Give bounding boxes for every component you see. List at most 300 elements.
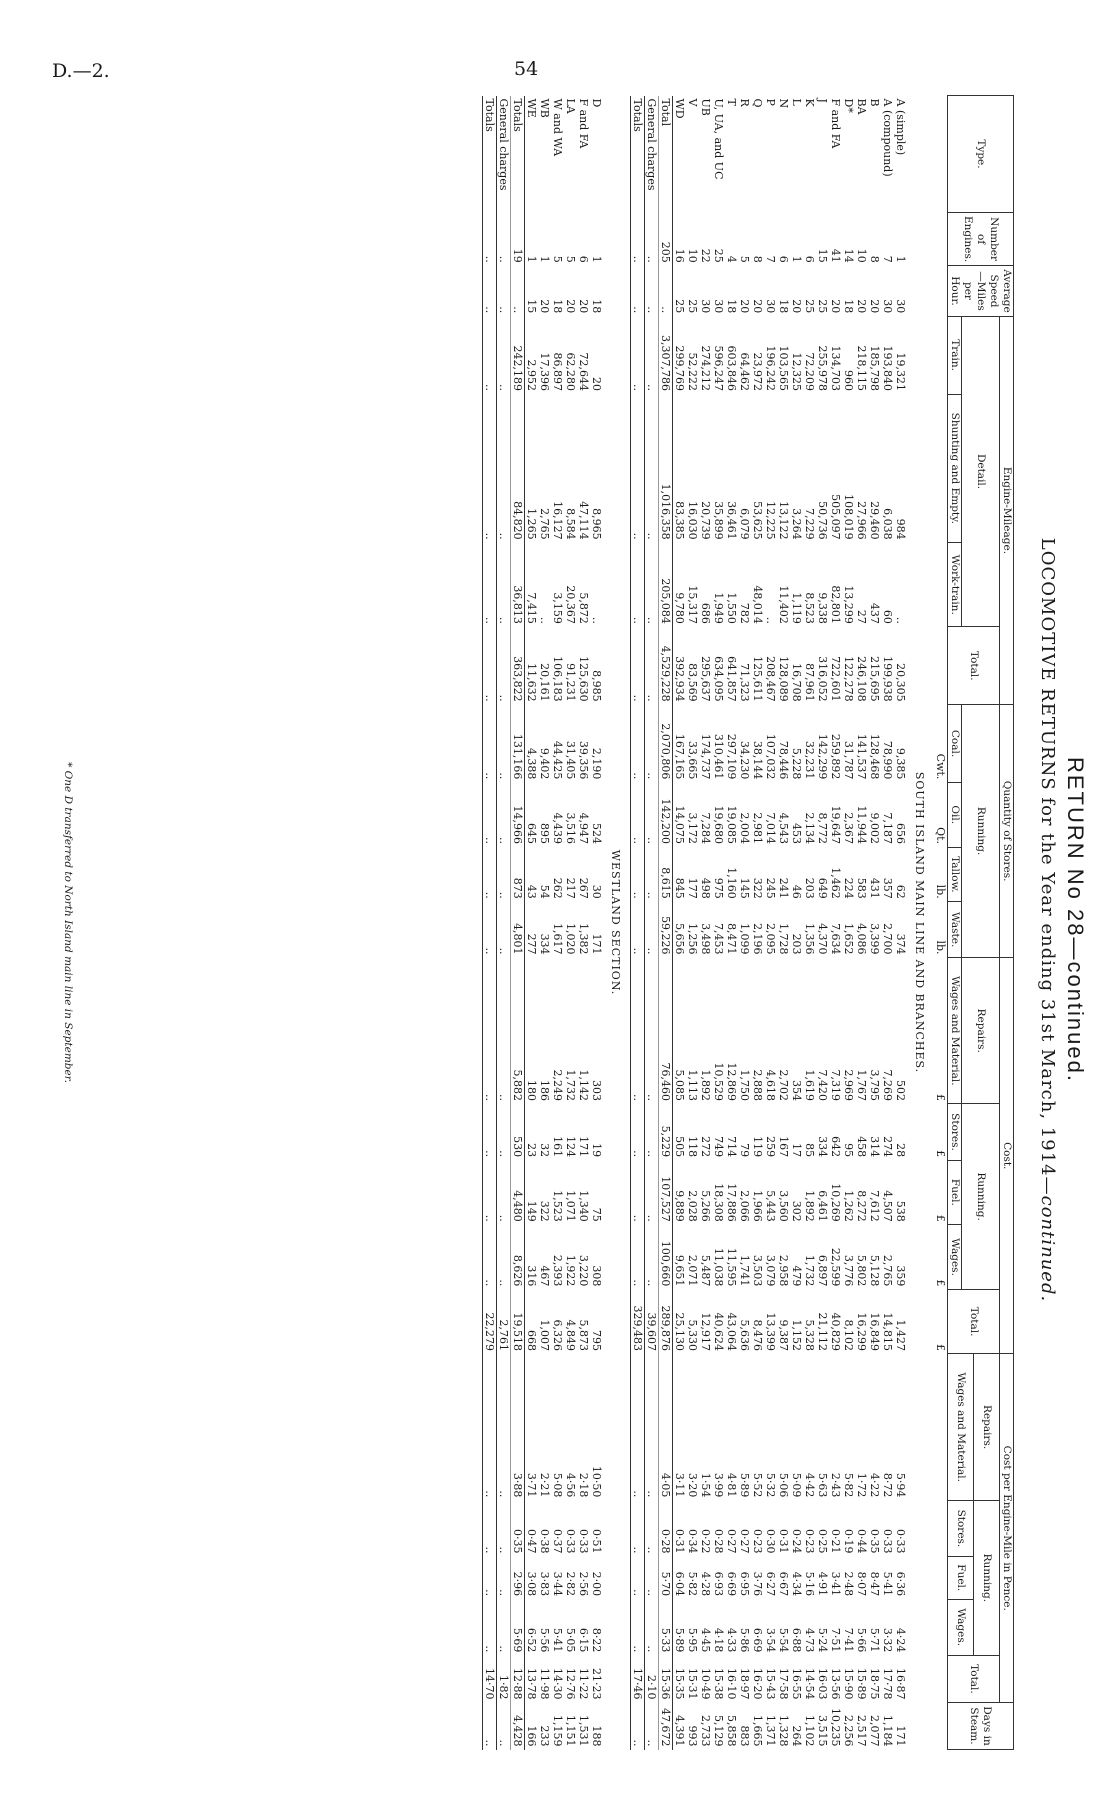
table-cell: 13,122: [777, 501, 790, 540]
table-cell: 524: [590, 823, 603, 845]
table-cell: 6,897: [816, 1254, 829, 1287]
table-cell: 5,873: [577, 1319, 590, 1351]
table-cell: 4·42: [803, 1472, 816, 1498]
section-heading: SOUTH ISLAND MAIN LINE AND BRANCHES.: [913, 771, 926, 1074]
table-cell: 7,319: [829, 1069, 842, 1101]
locomotive-table-wrap: [482, 95, 1014, 1750]
section-heading: WESTLAND SECTION.: [609, 849, 622, 996]
table-cell: 128,089: [777, 656, 790, 702]
table-cell: 16: [673, 248, 686, 263]
table-cell: 9,002: [868, 812, 881, 845]
table-cell: 16,127: [551, 501, 564, 540]
table-cell: 233: [538, 1725, 551, 1747]
table-cell: ..: [631, 902, 645, 958]
table-cell: 6·52: [525, 1627, 538, 1653]
table-cell: 3,079: [764, 1254, 777, 1287]
table-cell: 20,367: [564, 585, 577, 624]
table-cell: 8,476: [751, 1319, 764, 1351]
table-cell: 295,637: [699, 656, 712, 702]
table-cell: ..: [631, 847, 645, 902]
row-label: D: [590, 98, 603, 108]
table-cell: 11,944: [855, 805, 868, 845]
col-train: Train.: [948, 316, 962, 394]
table-cell: £: [934, 1093, 947, 1101]
table-cell: 54: [538, 884, 551, 899]
table-cell: 193,840: [881, 345, 894, 392]
table-row: [686, 96, 699, 1750]
table-cell: 196,242: [764, 345, 777, 392]
table-cell: 174,737: [699, 733, 712, 780]
table-cell: ..: [631, 1225, 645, 1290]
table-cell: ..: [631, 394, 645, 543]
table-cell: ..: [645, 847, 659, 902]
table-cell: 1,007: [538, 1319, 551, 1351]
table-cell: 84,820: [511, 394, 525, 543]
table-cell: 334: [538, 933, 551, 955]
table-body: [483, 96, 948, 1750]
table-cell: 13,399: [764, 1312, 777, 1351]
table-cell: 4,439: [551, 812, 564, 845]
table-row: [881, 96, 894, 1750]
table-cell: 71,323: [738, 663, 751, 702]
table-cell: £: [934, 1214, 947, 1222]
table-cell: 32: [538, 1143, 551, 1158]
table-row: [868, 96, 881, 1750]
table-cell: 7,415: [525, 592, 538, 624]
table-cell: 15·31: [686, 1668, 699, 1700]
table-cell: 7,612: [868, 1190, 881, 1222]
table-cell: 78,990: [881, 740, 894, 780]
table-cell: 0·24: [790, 1528, 803, 1554]
table-cell: 16,849: [868, 1312, 881, 1351]
table-cell: 18: [725, 299, 738, 314]
table-cell: 108,019: [842, 494, 855, 540]
table-cell: 0·33: [577, 1528, 590, 1554]
table-cell: 1,020: [564, 923, 577, 955]
table-cell: 5·52: [751, 1472, 764, 1498]
table-cell: ..: [497, 213, 511, 266]
table-cell: 20: [790, 299, 803, 314]
table-cell: 1,462: [829, 867, 842, 899]
table-cell: 10,529: [712, 1062, 725, 1101]
table-cell: 5,129: [712, 1715, 725, 1747]
table-cell: ..: [497, 705, 511, 783]
table-cell: 1,265: [525, 508, 538, 540]
table-cell: 7: [881, 255, 894, 263]
table-cell: 1: [894, 255, 907, 263]
table-cell: 5,656: [673, 923, 686, 955]
table-cell: 4,480: [511, 1160, 525, 1225]
table-cell: 259,892: [829, 733, 842, 780]
table-cell: 1,523: [551, 1190, 564, 1222]
table-cell: 1,256: [686, 923, 699, 955]
table-cell: 5,802: [855, 1254, 868, 1287]
col-avg-speed: Average Speed—Miles per Hour.: [948, 266, 1014, 317]
table-cell: 3,560: [777, 1190, 790, 1222]
table-cell: 0·25: [816, 1528, 829, 1554]
table-cell: ..: [483, 1104, 497, 1160]
table-cell: ..: [483, 1500, 497, 1556]
table-cell: 16·87: [894, 1668, 907, 1700]
table-cell: 0·23: [803, 1528, 816, 1554]
table-cell: 1,892: [803, 1190, 816, 1222]
table-cell: ..: [483, 1556, 497, 1599]
table-cell: 274: [881, 1136, 894, 1158]
table-cell: 3,264: [790, 508, 803, 540]
col-cost: Cost.: [1000, 958, 1014, 1354]
table-cell: 596,247: [712, 345, 725, 392]
table-cell: 5·89: [738, 1472, 751, 1498]
table-cell: 1,382: [577, 923, 590, 955]
table-cell: 17: [790, 1143, 803, 1158]
table-cell: ..: [645, 902, 659, 958]
table-cell: 686: [699, 602, 712, 624]
table-cell: 20: [751, 299, 764, 314]
table-cell: 205: [659, 213, 673, 266]
col-num-engines: Number of Engines.: [948, 213, 1014, 266]
table-cell: 264: [790, 1725, 803, 1747]
col-pence-wages-material: Wages and Material.: [948, 1354, 974, 1500]
table-cell: 19: [590, 1143, 603, 1158]
table-cell: 8·22: [590, 1627, 603, 1653]
row-label: General charges: [497, 96, 511, 213]
table-cell: 171: [590, 933, 603, 955]
table-cell: 2,095: [764, 923, 777, 955]
table-title: [1037, 60, 1058, 1780]
table-cell: 1,550: [725, 592, 738, 624]
table-cell: 9,385: [894, 747, 907, 780]
col-cost-fuel: Fuel.: [948, 1160, 962, 1225]
table-cell: 2·96: [511, 1556, 525, 1599]
table-cell: 43: [525, 884, 538, 899]
table-cell: ..: [645, 1500, 659, 1556]
grand-totals-row: [483, 96, 497, 1750]
table-cell: 2,765: [538, 508, 551, 540]
table-cell: 3,515: [816, 1715, 829, 1747]
table-cell: 8·07: [855, 1571, 868, 1597]
table-cell: 1·72: [855, 1472, 868, 1498]
table-cell: 1,160: [725, 867, 738, 899]
table-cell: 0·30: [764, 1528, 777, 1554]
table-cell: 6,038: [881, 508, 894, 540]
row-label: General charges: [645, 96, 659, 213]
table-cell: 10: [855, 248, 868, 263]
table-cell: 11·98: [538, 1668, 551, 1700]
table-cell: 329,483: [631, 1289, 645, 1354]
table-row: [551, 96, 564, 1750]
table-cell: 208,467: [764, 656, 777, 702]
table-cell: 334: [816, 1136, 829, 1158]
table-cell: 5: [738, 255, 751, 263]
table-cell: 4·33: [725, 1627, 738, 1653]
row-label: Q: [751, 98, 764, 108]
table-cell: ..: [483, 394, 497, 543]
table-cell: 5,328: [803, 1319, 816, 1351]
table-cell: 83,385: [673, 501, 686, 540]
table-cell: ..: [645, 266, 659, 317]
section-heading-row: [907, 96, 934, 1750]
table-cell: ..: [483, 1225, 497, 1290]
table-cell: 188: [590, 1725, 603, 1747]
table-cell: 3·41: [829, 1571, 842, 1597]
row-label: Totals: [483, 96, 497, 213]
table-cell: 9,402: [538, 747, 551, 780]
table-cell: 25: [803, 299, 816, 314]
table-cell: 8,626: [511, 1225, 525, 1290]
table-cell: [934, 394, 948, 543]
table-cell: 3·32: [881, 1627, 894, 1653]
table-cell: 5·08: [551, 1472, 564, 1498]
table-cell: 40,624: [712, 1312, 725, 1351]
table-cell: ..: [483, 1160, 497, 1225]
table-cell: 4,370: [816, 923, 829, 955]
table-cell: 6: [577, 255, 590, 263]
table-cell: ..: [497, 394, 511, 543]
table-cell: 20: [564, 299, 577, 314]
table-cell: 78,446: [777, 740, 790, 780]
table-cell: 1,732: [803, 1254, 816, 1287]
table-cell: 895: [538, 823, 551, 845]
table-cell: 0·37: [551, 1528, 564, 1554]
table-cell: 36,813: [511, 543, 525, 627]
table-cell: 479: [790, 1265, 803, 1287]
table-cell: 14,815: [881, 1312, 894, 1351]
table-cell: 25,130: [673, 1312, 686, 1351]
table-cell: 34,230: [738, 740, 751, 780]
table-cell: 1,652: [842, 923, 855, 955]
grand-totals-row: [631, 96, 645, 1750]
table-cell: 5,229: [659, 1104, 673, 1160]
table-cell: ..: [483, 1354, 497, 1500]
row-label: U, UA, and UC: [712, 98, 725, 180]
table-cell: 15·38: [712, 1668, 725, 1700]
table-cell: 4·91: [816, 1571, 829, 1597]
table-cell: 47,672: [659, 1703, 673, 1750]
table-cell: 91,231: [564, 663, 577, 702]
table-cell: 20: [738, 299, 751, 314]
table-cell: 59,226: [659, 902, 673, 958]
table-cell: 9,651: [673, 1254, 686, 1287]
table-cell: 15·36: [659, 1655, 673, 1702]
table-cell: 14·30: [551, 1668, 564, 1700]
table-cell: 118: [686, 1136, 699, 1158]
table-cell: ..: [645, 1354, 659, 1500]
table-cell: 141,537: [855, 733, 868, 780]
col-engine-mileage: Engine-Mileage.: [1000, 316, 1014, 704]
table-cell: 3·71: [525, 1472, 538, 1498]
col-oil: Oil.: [948, 782, 962, 847]
table-cell: 7,453: [712, 923, 725, 955]
table-cell: 3,516: [564, 812, 577, 845]
table-cell: 30: [894, 299, 907, 314]
table-cell: ..: [631, 1104, 645, 1160]
table-cell: 6·67: [777, 1571, 790, 1597]
table-cell: 3·99: [712, 1472, 725, 1498]
table-cell: 11,038: [712, 1247, 725, 1287]
table-cell: 5,266: [699, 1190, 712, 1222]
table-cell: ..: [631, 266, 645, 317]
table-cell: 19,518: [511, 1289, 525, 1354]
table-cell: 9,780: [673, 592, 686, 624]
table-cell: 649: [816, 877, 829, 899]
table-cell: 16·20: [751, 1668, 764, 1700]
table-cell: 134,703: [829, 345, 842, 392]
table-cell: 10,269: [829, 1183, 842, 1222]
table-cell: 1: [538, 255, 551, 263]
table-cell: 14·54: [803, 1668, 816, 1700]
table-cell: 11,402: [777, 585, 790, 624]
table-cell: 25: [686, 299, 699, 314]
col-waste: Waste.: [948, 902, 962, 958]
table-cell: 246,108: [855, 656, 868, 702]
table-cell: 15: [525, 299, 538, 314]
table-cell: ..: [645, 213, 659, 266]
table-cell: 7,269: [881, 1069, 894, 1101]
table-cell: 103,565: [777, 345, 790, 392]
table-cell: 538: [894, 1200, 907, 1222]
table-cell: 50,736: [816, 501, 829, 540]
table-cell: 374: [894, 933, 907, 955]
table-cell: 259: [764, 1136, 777, 1158]
table-cell: 149: [525, 1200, 538, 1222]
row-label: D*: [842, 98, 855, 113]
table-cell: 4·56: [564, 1472, 577, 1498]
table-cell: 41: [829, 248, 842, 263]
table-cell: 2·56: [577, 1571, 590, 1597]
table-cell: 1,617: [551, 923, 564, 955]
row-label: N: [777, 98, 790, 109]
table-cell: 2,952: [525, 359, 538, 392]
table-cell: 5·16: [803, 1571, 816, 1597]
table-cell: ..: [483, 705, 497, 783]
table-cell: 1,427: [894, 1319, 907, 1351]
table-cell: 3·20: [686, 1472, 699, 1498]
table-cell: 1,892: [699, 1069, 712, 1101]
table-cell: 6·93: [712, 1571, 725, 1597]
table-cell: 82,801: [829, 585, 842, 624]
table-cell: 17,396: [538, 352, 551, 392]
table-cell: 1,949: [712, 592, 725, 624]
table-cell: 9,889: [673, 1190, 686, 1222]
col-pence-stores: Stores.: [948, 1500, 974, 1556]
table-cell: 1,619: [803, 1069, 816, 1101]
table-cell: 203: [803, 877, 816, 899]
table-cell: 22,279: [483, 1289, 497, 1354]
table-cell: 314: [868, 1136, 881, 1158]
table-cell: 18·97: [738, 1668, 751, 1700]
table-cell: 31,405: [564, 740, 577, 780]
col-cost-stores: Stores.: [948, 1104, 962, 1160]
table-cell: 4,849: [564, 1319, 577, 1351]
locomotive-returns-table: [482, 95, 1014, 1750]
col-shunting: Shunting and Empty.: [948, 394, 962, 543]
row-label: WE: [525, 98, 538, 118]
table-cell: 2·10: [645, 1655, 659, 1702]
table-cell: 1,371: [764, 1715, 777, 1747]
table-cell: 1: [525, 255, 538, 263]
table-cell: 6,326: [551, 1319, 564, 1351]
table-cell: 297,109: [725, 733, 738, 780]
table-cell: 17·78: [881, 1668, 894, 1700]
table-cell: ..: [645, 627, 659, 705]
table-cell: 5·66: [855, 1627, 868, 1653]
table-cell: 310,461: [712, 733, 725, 780]
table-cell: 185,798: [868, 345, 881, 392]
table-cell: 2·43: [829, 1472, 842, 1498]
table-cell: lb.: [934, 884, 947, 899]
table-cell: 46: [790, 884, 803, 899]
row-label: L: [790, 98, 803, 106]
row-label: W and WA: [551, 98, 564, 157]
table-cell: 23,972: [751, 352, 764, 392]
table-cell: ..: [497, 1104, 511, 1160]
general-charges-row: [497, 96, 511, 1750]
table-cell: ..: [645, 705, 659, 783]
table-cell: 12·88: [511, 1655, 525, 1702]
table-cell: 6·36: [894, 1571, 907, 1597]
table-cell: 87,961: [803, 663, 816, 702]
table-cell: 15·43: [764, 1668, 777, 1700]
table-row: [712, 96, 725, 1750]
table-cell: 12,225: [764, 501, 777, 540]
table-cell: 3,220: [577, 1254, 590, 1287]
table-cell: 20: [590, 377, 603, 392]
table-cell: 530: [511, 1104, 525, 1160]
table-cell: 217: [564, 877, 577, 899]
table-cell: 142,200: [659, 782, 673, 847]
table-cell: 11·22: [577, 1668, 590, 1700]
table-cell: 1·82: [497, 1655, 511, 1702]
table-cell: 2,733: [699, 1715, 712, 1747]
table-cell: 4,618: [764, 1069, 777, 1101]
table-cell: 12,917: [699, 1312, 712, 1351]
table-cell: ..: [483, 213, 497, 266]
table-cell: 873: [511, 847, 525, 902]
table-cell: 100,660: [659, 1225, 673, 1290]
table-cell: 359: [894, 1265, 907, 1287]
table-cell: 1,328: [777, 1715, 790, 1747]
table-cell: ..: [631, 782, 645, 847]
table-cell: 795: [590, 1329, 603, 1351]
table-cell: 5·24: [816, 1627, 829, 1653]
table-cell: 2,969: [842, 1069, 855, 1101]
table-cell: 86,897: [551, 352, 564, 392]
table-cell: 5·69: [511, 1599, 525, 1655]
table-cell: 1,184: [881, 1715, 894, 1747]
col-type: Type.: [948, 96, 1014, 213]
table-cell: 274,212: [699, 345, 712, 392]
table-cell: 2·21: [538, 1472, 551, 1498]
table-cell: 322: [751, 877, 764, 899]
table-cell: 272: [699, 1136, 712, 1158]
table-cell: 36,461: [725, 501, 738, 540]
table-cell: 4,428: [511, 1703, 525, 1750]
table-cell: 20: [538, 299, 551, 314]
table-cell: 3,399: [868, 923, 881, 955]
row-label: F and FA: [577, 98, 590, 149]
table-cell: 39,607: [645, 1289, 659, 1354]
table-cell: 5·41: [881, 1571, 894, 1597]
table-cell: 4·28: [699, 1571, 712, 1597]
table-cell: 16·03: [816, 1668, 829, 1700]
return-number: RETURN No 28—continued.: [1063, 756, 1088, 1083]
table-cell: 21,112: [816, 1312, 829, 1351]
table-cell: 7·41: [842, 1627, 855, 1653]
table-cell: 0·51: [590, 1528, 603, 1554]
table-cell: 5·94: [894, 1472, 907, 1498]
table-cell: 224: [842, 877, 855, 899]
table-row: [751, 96, 764, 1750]
